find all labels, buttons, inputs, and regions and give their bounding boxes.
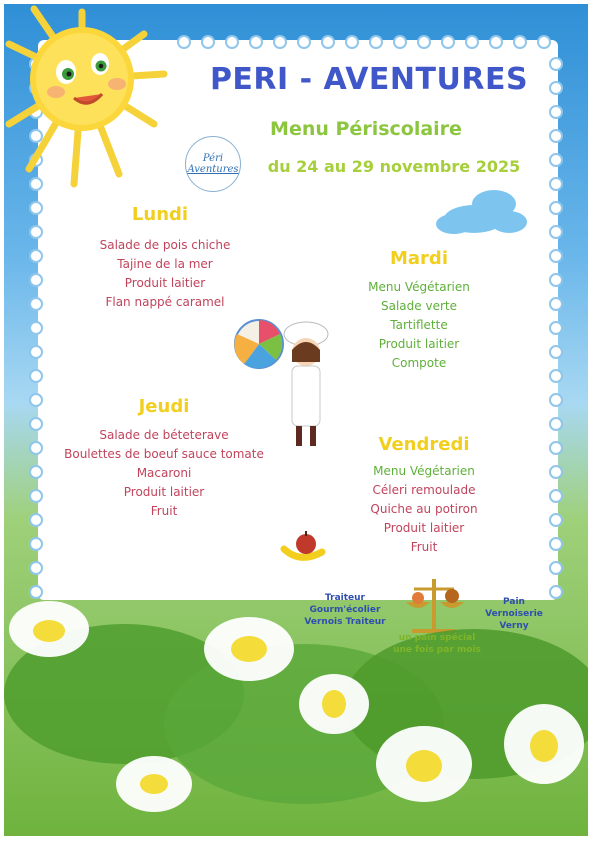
traiteur-info [290,592,400,628]
menu-item: Quiche au potiron [370,502,478,516]
pain-info [474,596,554,632]
peri-aventures-logo [185,136,241,192]
special-bread-note [382,632,492,656]
traiteur-line: Traiteur [325,593,365,603]
menu-item: Tajine de la mer [117,257,213,271]
menu-item: Tartiflette [390,318,448,332]
menu-poster [4,4,588,836]
menu-item: Boulettes de boeuf sauce tomate [64,447,264,461]
menu-item: Céleri remoulade [372,483,476,497]
menu-item: Salade de pois chiche [99,238,231,252]
special-line: une fois par mois [393,645,481,655]
menu-item: Compote [391,356,447,370]
pain-line: Vernoiserie [485,609,543,619]
special-line: un pain spécial [398,633,476,643]
menu-list-jeudi [54,426,274,521]
menu-item: Menu Végétarien [373,464,475,478]
menu-item: Fruit [150,504,178,518]
menu-item: Menu Végétarien [368,280,470,294]
menu-item: Flan nappé caramel [105,295,225,309]
menu-item: Fruit [410,540,438,554]
menu-item: Produit laitier [124,276,206,290]
menu-list-vendredi [329,462,519,557]
logo-text-line1: Péri [202,153,224,164]
menu-item: Produit laitier [378,337,460,351]
menu-subtitle: Menu Périscolaire [270,118,462,140]
pain-line: Verny [499,621,529,631]
menu-list-mardi [329,278,509,373]
menu-item: Salade de béteterave [99,428,229,442]
traiteur-line: Gourm'écolier [309,605,381,615]
day-heading-lundi: Lundi [131,204,189,225]
day-heading-vendredi: Vendredi [378,434,470,455]
logo-text-line2: Aventures [187,164,239,175]
menu-dates: du 24 au 29 novembre 2025 [267,157,521,176]
menu-item: Macaroni [136,466,192,480]
menu-list-lundi [70,236,260,312]
pain-line: Pain [503,597,525,607]
traiteur-line: Vernois Traiteur [304,617,386,627]
menu-item: Salade verte [381,299,457,313]
day-heading-jeudi: Jeudi [138,396,190,417]
day-heading-mardi: Mardi [390,248,448,269]
menu-item: Produit laitier [383,521,465,535]
page-title: PERI - AVENTURES [209,62,529,97]
menu-item: Produit laitier [123,485,205,499]
